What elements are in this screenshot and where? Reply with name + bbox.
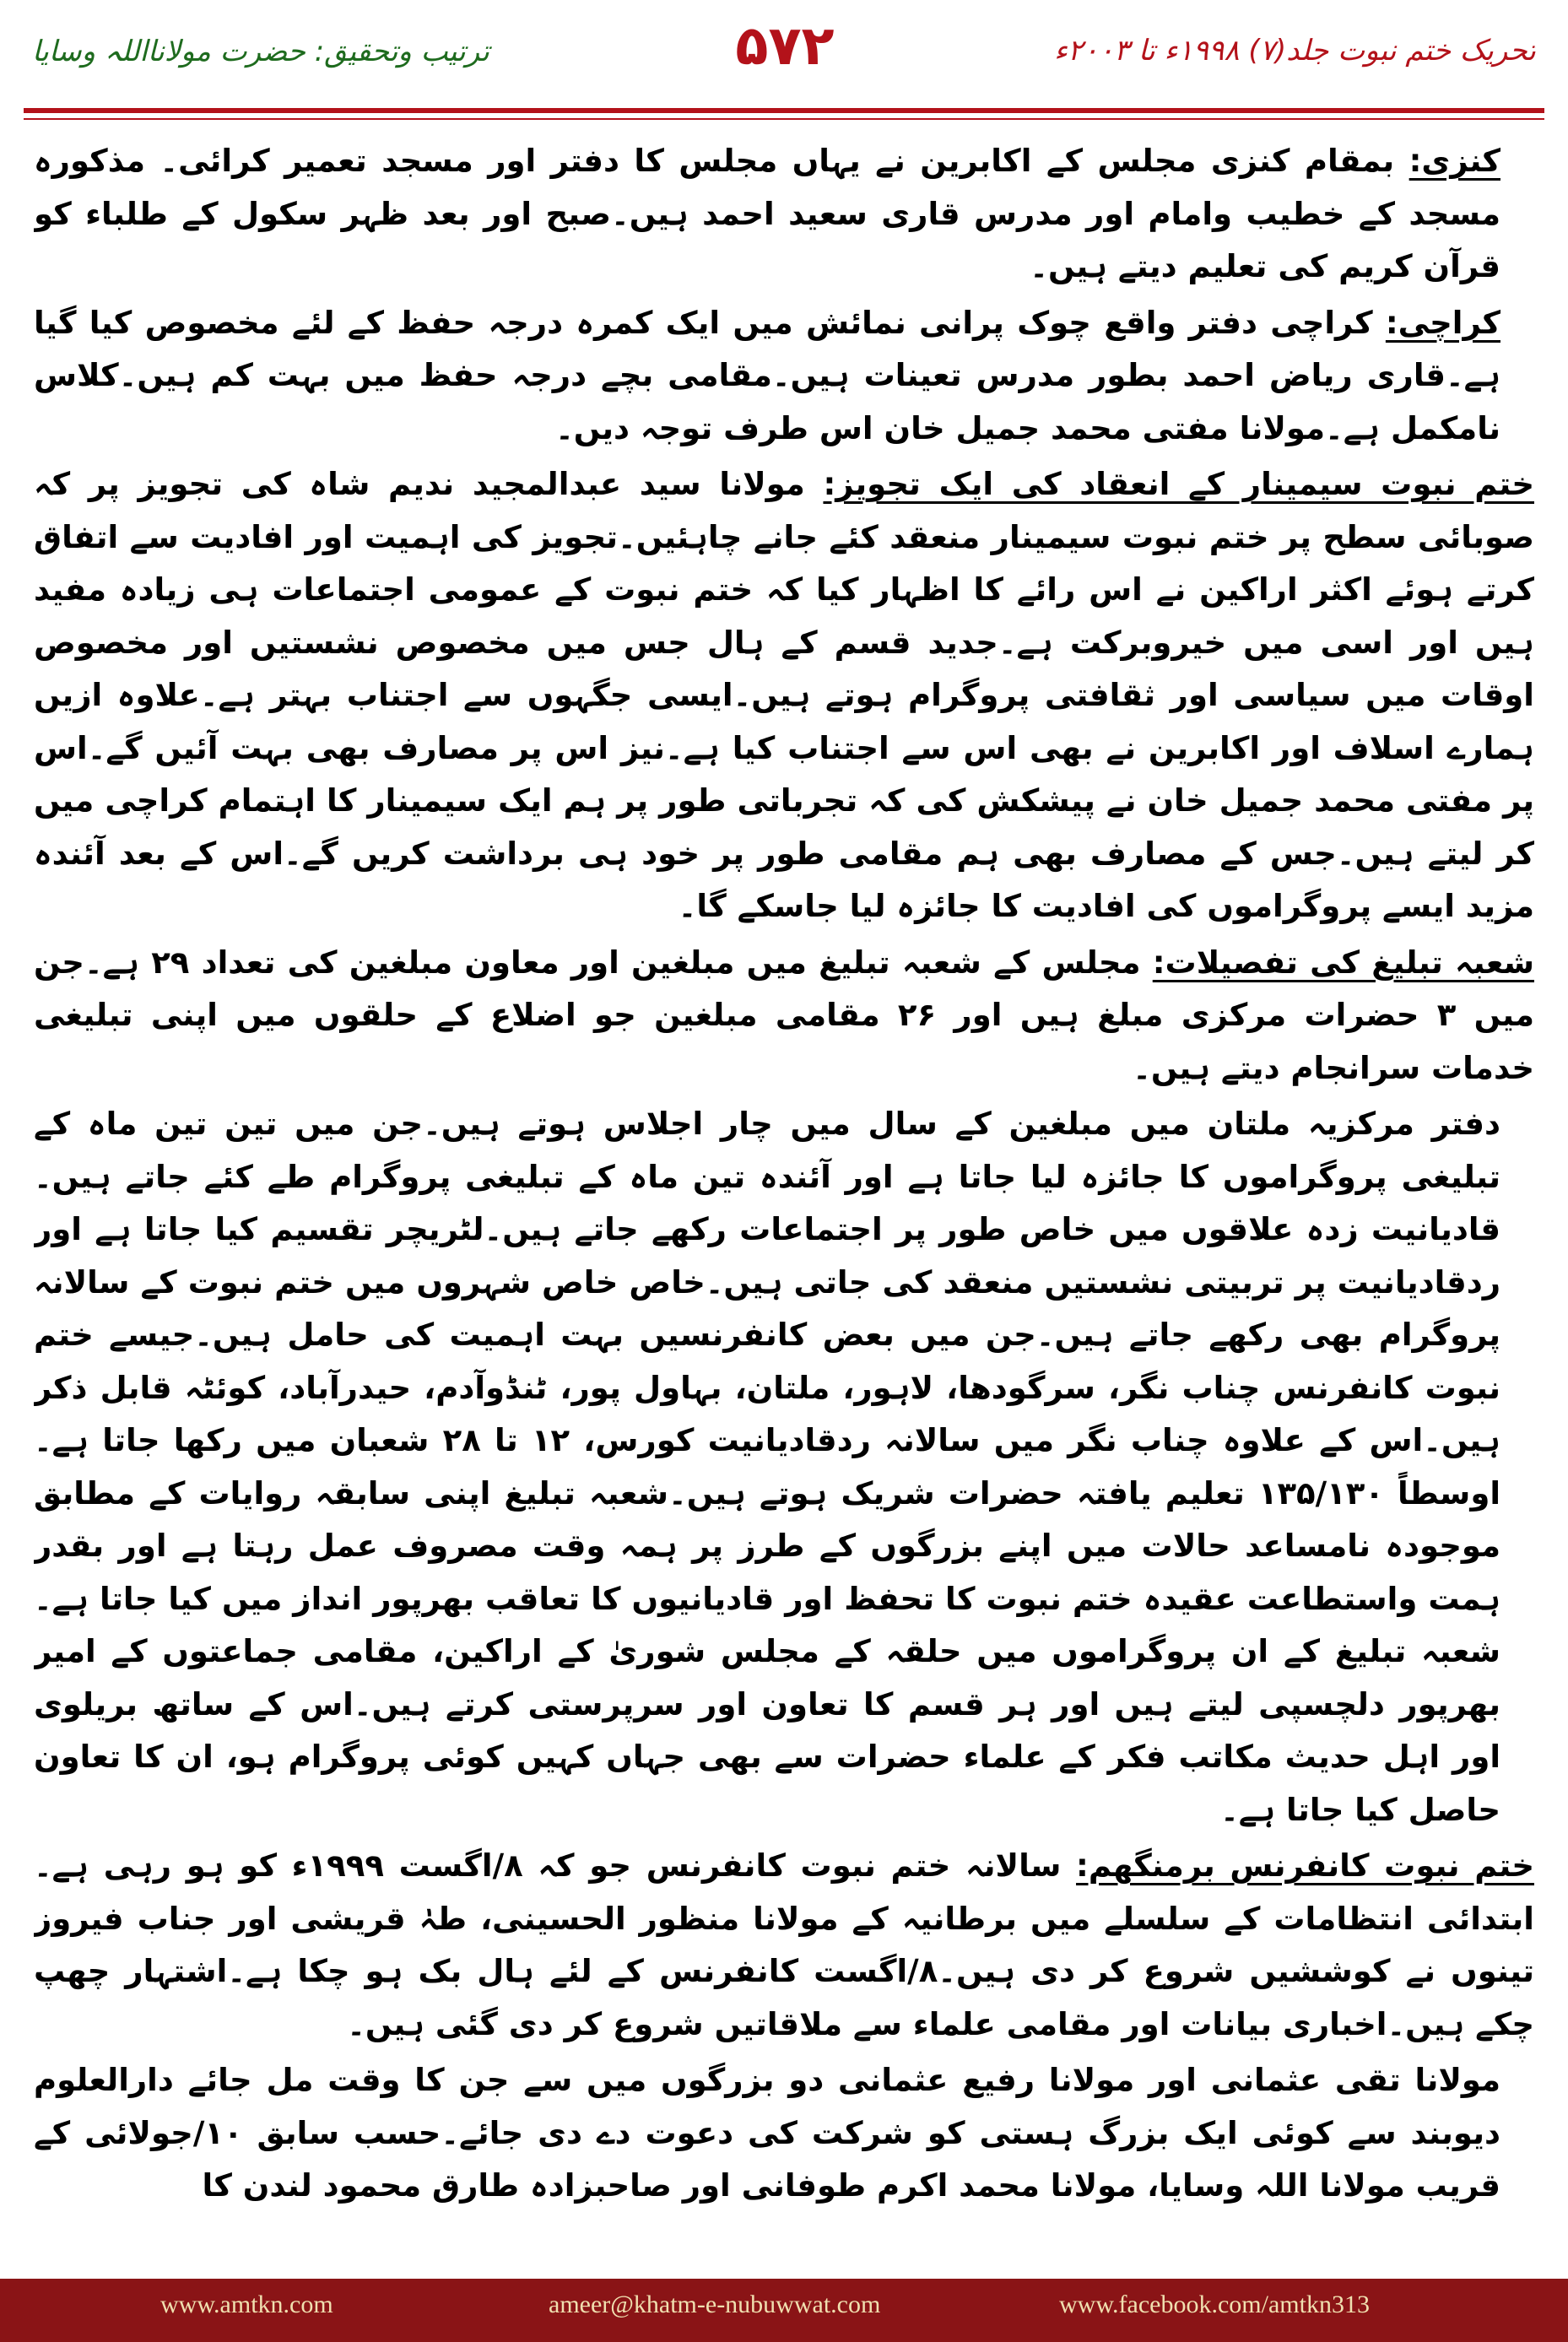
- paragraph-karachi: [34, 297, 1534, 456]
- section-heading: ختم نبوت سیمینار کے انعقاد کی ایک تجویز:: [823, 466, 1534, 502]
- paragraph-kunri: [34, 135, 1534, 294]
- email-link[interactable]: ameer@khatm-e-nubuwwat.com: [549, 2291, 881, 2318]
- page-body: [34, 135, 1534, 2220]
- paragraph-text: دفتر مرکزیہ ملتان میں مبلغین کے سال میں چار اجلاس ہوتے ہیں۔جن میں تین تین ماہ کے تبلیغی پروگراموں کا جائزہ لیا جاتا ہے اور آئندہ تین ماہ کے تبلیغی پروگرام طے کئے جاتے ہیں۔قادیانیت زدہ علاقوں میں خاص طور پر اجتماعات رکھے جاتے ہیں۔لٹریچر تقسیم کیا جاتا ہے اور ردقادیانیت پر تربیتی نشستیں منعقد کی جاتی ہیں۔خاص خاص شہروں میں ختم نبوت کے سالانہ پروگرام بھی رکھے جاتے ہیں۔جن میں بعض کانفرنسیں بہت اہمیت کی حامل ہیں۔جیسے ختم نبوت کانفرنس چناب نگر، سرگودھا، لاہور، ملتان، بہاول پور، ٹنڈوآدم، حیدرآباد، کوئٹہ قابل ذکر ہیں۔اس کے علاوہ چناب نگر میں سالانہ ردقادیانیت کورس، ۱۲ تا ۲۸ شعبان میں رکھا جاتا ہے۔اوسطاً ۱۳۵/۱۳۰ تعلیم یافتہ حضرات شریک ہوتے ہیں۔شعبہ تبلیغ اپنی سابقہ روایات کے مطابق موجودہ نامساعد حالات میں اپنے بزرگوں کے طرز پر ہمہ وقت مصروف عمل رہتا ہے اور بقدر ہمت واستطاعت عقیدہ ختم نبوت کا تحفظ اور قادیانیوں کا تعاقب بھرپور انداز میں کیا جاتا ہے۔شعبہ تبلیغ کے ان پروگراموں میں حلقہ کے مجلس شوریٰ کے اراکین، مقامی جماعتوں کے امیر بھرپور دلچسپی لیتے ہیں اور ہر قسم کا تعاون اور سرپرستی کرتے ہیں۔اس کے ساتھ بریلوی اور اہل حدیث مکاتب فکر کے علماء حضرات سے بھی جہاں کہیں کوئی پروگرام ہو، ان کا تعاون حاصل کیا جاتا ہے۔: [34, 1106, 1501, 1828]
- facebook-link[interactable]: www.facebook.com/amtkn313: [1059, 2291, 1370, 2318]
- website-link[interactable]: www.amtkn.com: [160, 2291, 333, 2318]
- paragraph-tabligh-details: [34, 937, 1534, 1095]
- compiler-credit: ترتیب وتحقیق: حضرت مولانااللہ وسایا: [32, 35, 489, 68]
- paragraph-text: مولانا تقی عثمانی اور مولانا رفیع عثمانی دو بزرگوں میں سے جن کا وقت مل جائے دارالعلوم دیوبند سے کوئی ایک بزرگ ہستی کو شرکت کی دعوت دے دی جائے۔حسب سابق ۱۰/جولائی کے قریب مولانا اللہ وسایا، مولانا محمد اکرم طوفانی اور صاحبزادہ طارق محمود لندن کا: [34, 2062, 1500, 2204]
- paragraph-invitation: [34, 2054, 1534, 2213]
- paragraph-text: مجلس کے شعبہ تبلیغ میں مبلغین اور معاون مبلغین کی تعداد ۲۹ ہے۔جن میں ۳ حضرات مرکزی مبلغ ہیں اور ۲۶ مقامی مبلغین جو اضلاع کے حلقوں میں اپنی تبلیغی خدمات سرانجام دیتے ہیں۔: [34, 944, 1534, 1086]
- section-heading: شعبہ تبلیغ کی تفصیلات:: [1152, 944, 1534, 981]
- section-heading: ختم نبوت کانفرنس برمنگھم:: [1076, 1847, 1534, 1884]
- paragraph-multan-office: [34, 1098, 1534, 1836]
- page-footer: [0, 2279, 1568, 2342]
- header-divider: [24, 108, 1544, 113]
- paragraph-text: کراچی دفتر واقع چوک پرانی نمائش میں ایک کمرہ درجہ حفظ کے لئے مخصوص کیا گیا ہے۔قاری ریاض احمد بطور مدرس تعینات ہیں۔مقامی بچے درجہ حفظ میں بہت کم ہیں۔کلاس نامکمل ہے۔مولانا مفتی محمد جمیل خان اس طرف توجہ دیں۔: [34, 304, 1500, 446]
- paragraph-seminar-proposal: [34, 458, 1534, 933]
- paragraph-text: مولانا سید عبدالمجید ندیم شاہ کی تجویز پر کہ صوبائی سطح پر ختم نبوت سیمینار منعقد کئے جانے چاہئیں۔تجویز کی اہمیت اور افادیت سے اتفاق کرتے ہوئے اکثر اراکین نے اس رائے کا اظہار کیا کہ ختم نبوت کے عمومی اجتماعات ہی زیادہ مفید ہیں اور اسی میں خیروبرکت ہے۔جدید قسم کے ہال جس میں مخصوص نشستیں اور مخصوص اوقات میں سیاسی اور ثقافتی پروگرام ہوتے ہیں۔ایسی جگہوں سے اجتناب بہتر ہے۔علاوہ ازیں ہمارے اسلاف اور اکابرین نے بھی اس سے اجتناب کیا ہے۔نیز اس پر مصارف بھی بہت آئیں گے۔اس پر مفتی محمد جمیل خان نے پیشکش کی کہ تجرباتی طور پر ہم ایک سیمینار کا اہتمام کراچی میں کر لیتے ہیں۔جس کے مصارف بھی ہم مقامی طور پر خود ہی برداشت کریں گے۔اس کے بعد آئندہ مزید ایسے پروگراموں کی افادیت کا جائزہ لیا جاسکے گا۔: [34, 466, 1534, 924]
- paragraph-text: سالانہ ختم نبوت کانفرنس جو کہ ۸/اگست ۱۹۹۹ء کو ہو رہی ہے۔ابتدائی انتظامات کے سلسلے میں برطانیہ کے مولانا منظور الحسینی، طہٰ قریشی اور جناب فیروز تینوں نے کوششیں شروع کر دی ہیں۔۸/اگست کانفرنس کے لئے ہال بک ہو چکا ہے۔اشتہار چھپ چکے ہیں۔اخباری بیانات اور مقامی علماء سے ملاقاتیں شروع کر دی گئی ہیں۔: [34, 1847, 1534, 2042]
- header-divider-thin: [24, 118, 1544, 120]
- section-heading: کراچی:: [1385, 304, 1500, 341]
- page-header: [0, 0, 1568, 101]
- paragraph-text: بمقام کنزی مجلس کے اکابرین نے یہاں مجلس کا دفتر اور مسجد تعمیر کرائی۔ مذکورہ مسجد کے خطیب وامام اور مدرس قاری سعید احمد ہیں۔صبح اور بعد ظہر سکول کے طلباء کو قرآن کریم کی تعلیم دیتے ہیں۔: [34, 143, 1500, 284]
- section-heading: کنزی:: [1408, 143, 1500, 179]
- paragraph-birmingham-conference: [34, 1840, 1534, 2051]
- page-number: ۵۷۲: [735, 15, 835, 78]
- series-title: تحریک ختم نبوت جلد(۷) ۱۹۹۸ء تا ۲۰۰۳ء: [1054, 34, 1536, 68]
